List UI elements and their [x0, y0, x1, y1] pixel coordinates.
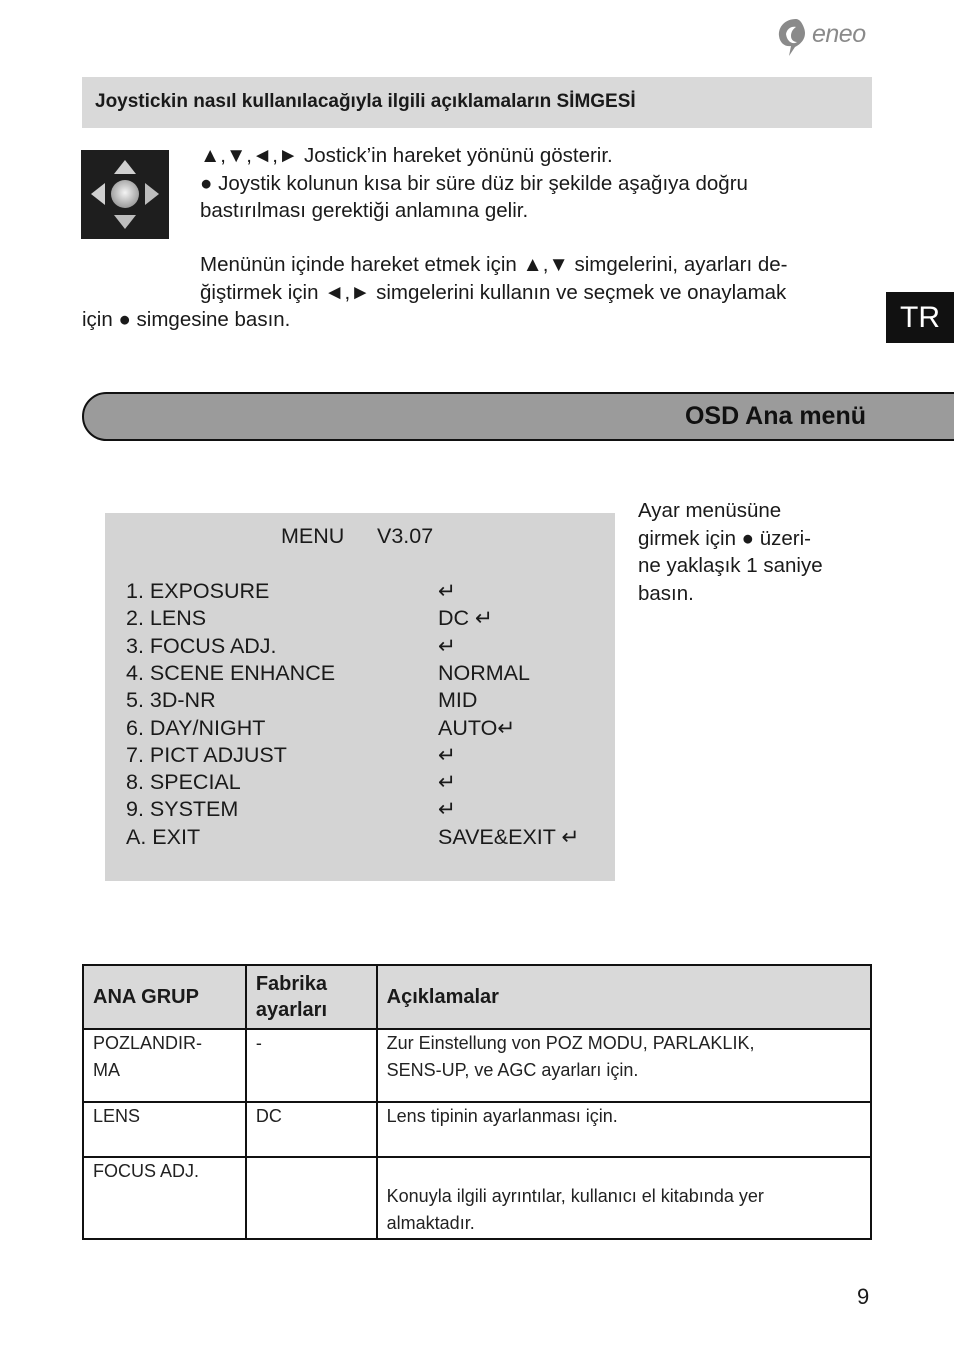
cell-desc-line1: Konuyla ilgili ayrıntılar, kullanıcı el kitabında yer: [386, 1186, 764, 1206]
osd-item-value: ↵: [438, 742, 457, 767]
joystick-dpad-icon: [81, 150, 169, 239]
osd-section-bar: [82, 392, 954, 441]
osd-item-label: 5. 3D-NR: [126, 688, 216, 713]
header-ana-grup: ANA GRUP: [83, 965, 246, 1029]
cell-desc-line2: almaktadır.: [386, 1213, 475, 1233]
eneo-logo: [776, 16, 876, 58]
cell-desc-line2: SENS-UP, ve AGC ayarları için.: [386, 1060, 639, 1080]
osd-menu-item: [105, 661, 615, 688]
osd-item-value: SAVE&EXIT ↵: [438, 824, 580, 849]
osd-menu-item: [105, 743, 615, 770]
osd-item-label: 4. SCENE ENHANCE: [126, 660, 336, 685]
header-fabrika-line1: Fabrika: [255, 973, 327, 995]
cell-group: FOCUS ADJ.: [83, 1157, 246, 1239]
page-number: 9: [857, 1284, 870, 1309]
osd-item-label: 9. SYSTEM: [126, 797, 239, 822]
side-note-line: Ayar menüsüne: [638, 499, 782, 522]
osd-item-label: A. EXIT: [126, 824, 201, 849]
side-note-line: girmek için ● üzeri-: [638, 526, 811, 550]
table-row: [83, 1157, 871, 1239]
settings-table: [82, 964, 872, 1240]
cell-desc: [377, 1157, 871, 1239]
header-aciklamalar: Açıklamalar: [377, 965, 871, 1029]
osd-item-value: DC ↵: [438, 606, 494, 631]
osd-menu-title: MENU: [281, 524, 345, 548]
osd-item-label: 2. LENS: [126, 606, 207, 631]
osd-item-value: ↵: [438, 770, 457, 795]
cell-group: [83, 1029, 246, 1102]
osd-menu-item: [105, 825, 615, 852]
symbols-header: [82, 77, 872, 128]
osd-item-label: 6. DAY/NIGHT: [126, 715, 266, 740]
osd-menu-screen: [105, 513, 615, 881]
osd-menu-item: [105, 634, 615, 661]
osd-item-label: 7. PICT ADJUST: [126, 742, 287, 767]
intro-line-4: Menünün içinde hareket etmek için ▲,▼ simgelerini, ayarları de-: [200, 253, 788, 276]
header-fabrika: [246, 965, 377, 1029]
osd-item-label: 1. EXPOSURE: [126, 579, 270, 603]
osd-item-value: ↵: [438, 579, 457, 603]
header-fabrika-line2: ayarları: [255, 999, 328, 1021]
intro-line-6: için ● simgesine basın.: [82, 308, 291, 331]
cell-desc: [377, 1029, 871, 1102]
intro-line-3: bastırılması gerektiği anlamına gelir.: [200, 199, 529, 222]
intro-line-5: ğiştirmek için ◄,► simgelerini kullanın ve seçmek ve onaylamak: [200, 280, 787, 304]
side-note-line: basın.: [638, 581, 694, 605]
osd-menu-item: [105, 797, 615, 824]
osd-item-label: 3. FOCUS ADJ.: [126, 633, 277, 658]
symbols-header-title: Joystickin nasıl kullanılacağıyla ilgili açıklamaların SİMGESİ: [95, 91, 636, 112]
osd-menu-item: [105, 579, 615, 606]
osd-menu-item: [105, 770, 615, 797]
osd-item-label: 8. SPECIAL: [126, 770, 241, 795]
osd-item-value: ↵: [438, 633, 457, 658]
osd-menu-version: V3.07: [377, 524, 434, 548]
intro-line-2: ● Joystik kolunun kısa bir süre düz bir şekilde aşağıya doğru: [200, 171, 748, 195]
table-row: [83, 1102, 871, 1157]
osd-item-value: AUTO↵: [438, 715, 516, 740]
section-title: OSD Ana menü: [684, 402, 866, 430]
logo-wordmark: eneo: [812, 20, 866, 48]
table-header-row: [83, 965, 871, 1029]
osd-item-value: NORMAL: [438, 660, 530, 685]
cell-group-line2: MA: [93, 1060, 120, 1080]
side-note-line: ne yaklaşık 1 saniye: [638, 554, 823, 577]
osd-item-value: ↵: [438, 797, 457, 822]
osd-item-value: MID: [438, 688, 478, 713]
table-row: [83, 1029, 871, 1102]
cell-desc: Lens tipinin ayarlanması için.: [377, 1102, 871, 1157]
cell-factory: [246, 1157, 377, 1239]
osd-menu-item: [105, 606, 615, 633]
language-tab: TR: [886, 292, 954, 343]
cell-factory: DC: [246, 1102, 377, 1157]
side-note: [638, 497, 823, 607]
cell-desc-line1: Zur Einstellung von POZ MODU, PARLAKLIK,: [386, 1033, 755, 1053]
osd-menu-item: [105, 716, 615, 743]
cell-factory: -: [246, 1029, 377, 1102]
osd-menu-item: [105, 688, 615, 715]
cell-group-line1: POZLANDIR-: [93, 1033, 203, 1053]
intro-line-1: ▲,▼,◄,► Jostick’in hareket yönünü gösterir.: [200, 144, 613, 167]
cell-group: LENS: [83, 1102, 246, 1157]
eneo-logo-mark-icon: [776, 16, 810, 58]
